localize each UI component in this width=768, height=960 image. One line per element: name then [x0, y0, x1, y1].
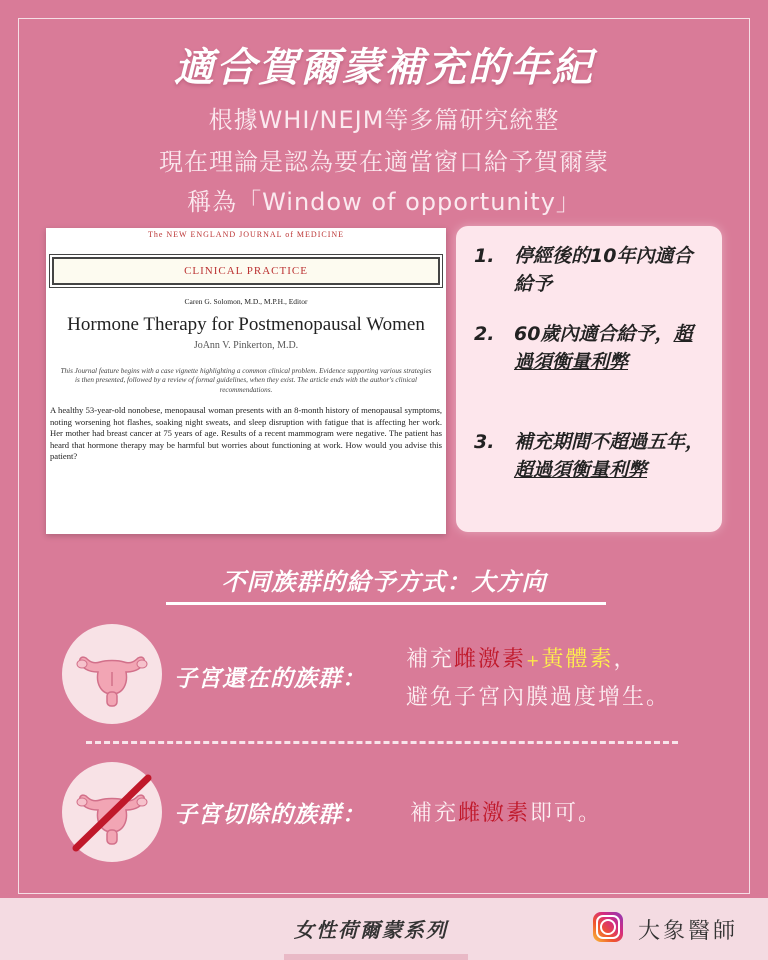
- group-desc-uterus-removed: 補充雌激素即可。: [410, 801, 603, 826]
- page-title: 適合賀爾蒙補充的年紀: [174, 45, 594, 91]
- key-points-card: [456, 226, 722, 532]
- subtitle-line-2: 現在理論是認為要在適當窗口給予賀爾蒙: [159, 148, 609, 176]
- point-number: 2.: [474, 323, 495, 345]
- article-body: A healthy 53-year-old nonobese, menopausal woman presents with an 8-month history of menopausal symptoms, noting worsening hot flashes, soaking night sweats, and sleep disruption with fatigue that is affecting her work. Her mother had breast cancer at 75 years of age. Results of a recent mammogram were negative. The patient has heard that hormone therapy may be harmful but worries about functioning at work. How would you advise this patient?: [50, 405, 442, 462]
- point-underlined: 超過須衡量利弊: [514, 323, 693, 373]
- group-desc-line-2: 避免子宮內膜過度增生。: [406, 685, 671, 710]
- footer-tab: [284, 954, 468, 960]
- point-underlined: 超過須衡量利弊: [514, 459, 648, 481]
- section-box: CLINICAL PRACTICE: [52, 257, 440, 285]
- group-desc-with-uterus: 補充雌激素+黃體素，: [406, 647, 638, 672]
- point-text: 補充期間不超過五年，超過須衡量利弊: [514, 431, 705, 481]
- article-editor: Caren G. Solomon, M.D., M.P.H., Editor: [184, 297, 308, 306]
- nejm-article-image: [46, 228, 446, 534]
- point-item: [474, 242, 704, 298]
- article-intro: This Journal feature begins with a case vignette highlighting a common clinical problem. Evidence supporting various strategies is then presented, followed by a review of formal guidelines, when they exist. The article ends with the author's clinical recommendations.: [60, 367, 432, 394]
- point-text: 60歲內適合給予，超過須衡量利弊: [514, 323, 693, 373]
- progesterone-text: 黃體素: [541, 647, 614, 672]
- section-title: 不同族群的給予方式：大方向: [221, 568, 547, 596]
- subtitle-line-3: 稱為「Window of opportunity」: [187, 188, 581, 216]
- uterus-icon: [62, 624, 162, 724]
- point-item: [474, 428, 704, 484]
- uterus-crossed-icon: [62, 762, 162, 862]
- journal-masthead: The NEW ENGLAND JOURNAL of MEDICINE: [147, 230, 345, 239]
- section-underline: [166, 602, 606, 605]
- subtitle-line-1: 根據WHI/NEJM等多篇研究統整: [208, 106, 560, 134]
- point-number: 3.: [474, 431, 495, 453]
- group-label-with-uterus: 子宮還在的族群：: [174, 666, 366, 692]
- series-label: 女性荷爾蒙系列: [294, 918, 448, 942]
- instagram-icon[interactable]: [593, 912, 623, 942]
- brand-name[interactable]: 大象醫師: [638, 919, 739, 944]
- footer-bar: [0, 898, 768, 960]
- article-author: JoAnn V. Pinkerton, M.D.: [193, 340, 299, 351]
- estrogen-text: 雌激素: [458, 801, 531, 826]
- point-text: 停經後的10年內適合給予: [514, 245, 693, 295]
- article-title: Hormone Therapy for Postmenopausal Women: [67, 314, 425, 335]
- dashed-divider: [86, 741, 678, 744]
- group-label-uterus-removed: 子宮切除的族群：: [174, 802, 366, 828]
- point-item: [474, 320, 704, 376]
- point-number: 1.: [474, 245, 495, 267]
- estrogen-text: 雌激素: [454, 647, 527, 672]
